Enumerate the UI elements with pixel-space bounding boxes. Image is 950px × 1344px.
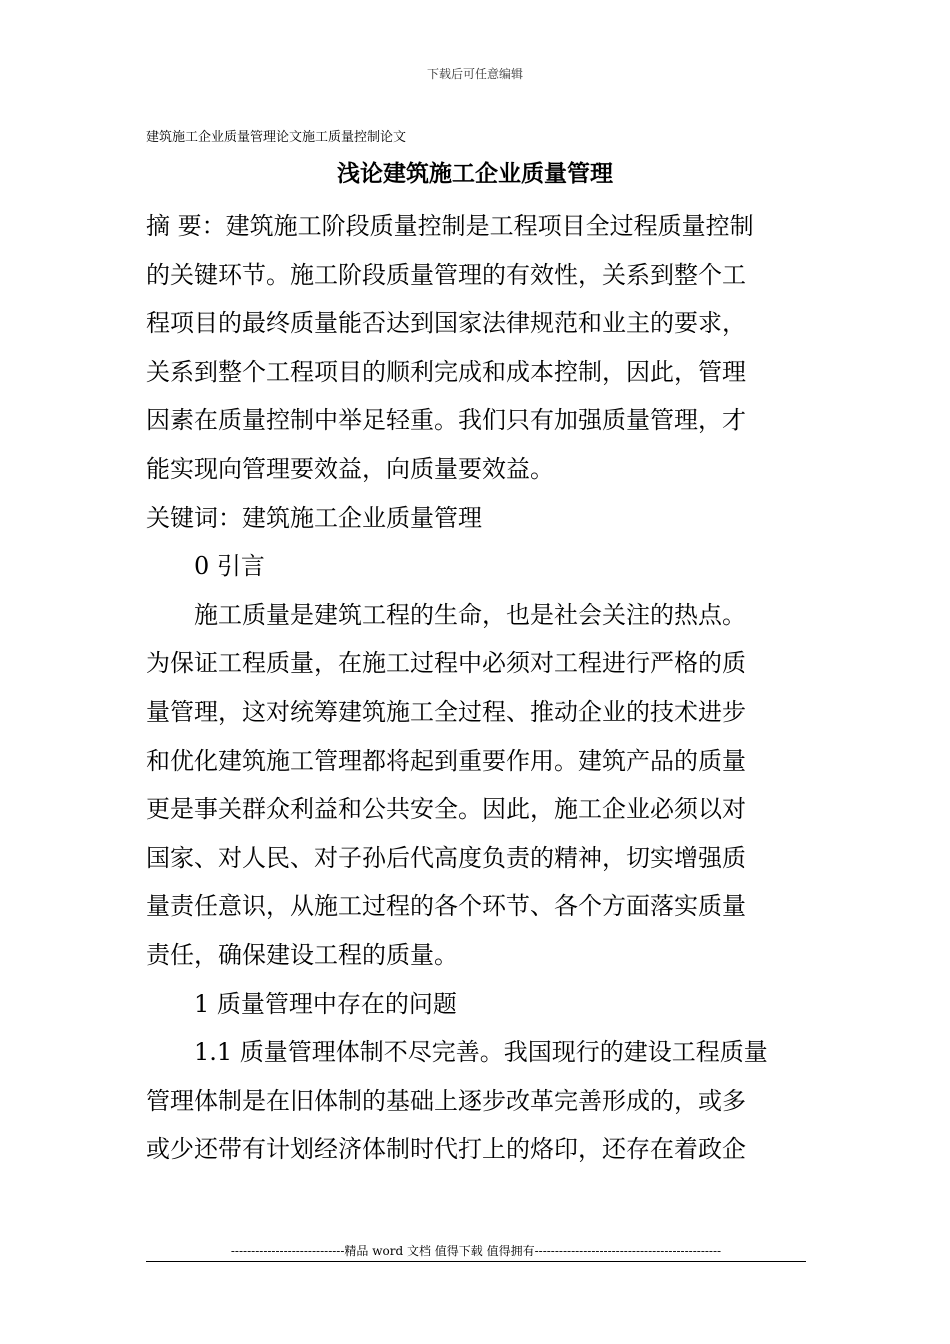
section-heading: 1 质量管理中存在的问题 xyxy=(146,989,457,1018)
section-heading: 0 引言 xyxy=(146,552,265,581)
body-line: 和优化建筑施工管理都将起到重要作用。建筑产品的质量 xyxy=(146,746,746,775)
body-line: 或少还带有计划经济体制时代打上的烙印，还存在着政企 xyxy=(146,1135,746,1164)
body-line: 1.1 质量管理体制不尽完善。我国现行的建设工程质量 xyxy=(146,1038,768,1067)
body-line: 的关键环节。施工阶段质量管理的有效性，关系到整个工 xyxy=(146,260,746,289)
page-header-note: 下载后可任意编辑 xyxy=(426,67,523,81)
body-line: 摘 要：建筑施工阶段质量控制是工程项目全过程质量控制 xyxy=(146,212,754,240)
document-title: 浅论建筑施工企业质量管理 xyxy=(337,160,613,187)
body-line: 施工质量是建筑工程的生命，也是社会关注的热点。 xyxy=(146,600,746,629)
document-subject-line: 建筑施工企业质量管理论文施工质量控制论文 xyxy=(146,130,407,145)
body-line: 管理体制是在旧体制的基础上逐步改革完善形成的，或多 xyxy=(146,1086,746,1115)
body-line: 能实现向管理要效益，向质量要效益。 xyxy=(146,454,554,483)
body-line: 为保证工程质量，在施工过程中必须对工程进行严格的质 xyxy=(146,649,746,678)
body-line: 国家、对人民、对子孙后代高度负责的精神，切实增强质 xyxy=(146,843,746,872)
body-line: 责任，确保建设工程的质量。 xyxy=(146,940,458,969)
body-line: 更是事关群众利益和公共安全。因此，施工企业必须以对 xyxy=(146,795,746,824)
body-line: 关系到整个工程项目的顺利完成和成本控制，因此，管理 xyxy=(146,357,746,386)
body-line: 量管理，这对统筹建筑施工全过程、推动企业的技术进步 xyxy=(146,697,746,726)
body-line: 量责任意识，从施工过程的各个环节、各个方面落实质量 xyxy=(146,892,746,921)
document-body xyxy=(146,202,806,1174)
page-footer-note: ----------------------------精品 word 文档 值得下载 值得拥有---------------------------------------------- xyxy=(230,1244,722,1258)
body-line: 程项目的最终质量能否达到国家法律规范和业主的要求， xyxy=(146,309,746,338)
body-line: 关键词：建筑施工企业质量管理 xyxy=(146,503,482,532)
body-line: 因素在质量控制中举足轻重。我们只有加强质量管理，才 xyxy=(146,406,746,435)
footer-divider xyxy=(146,1261,806,1262)
